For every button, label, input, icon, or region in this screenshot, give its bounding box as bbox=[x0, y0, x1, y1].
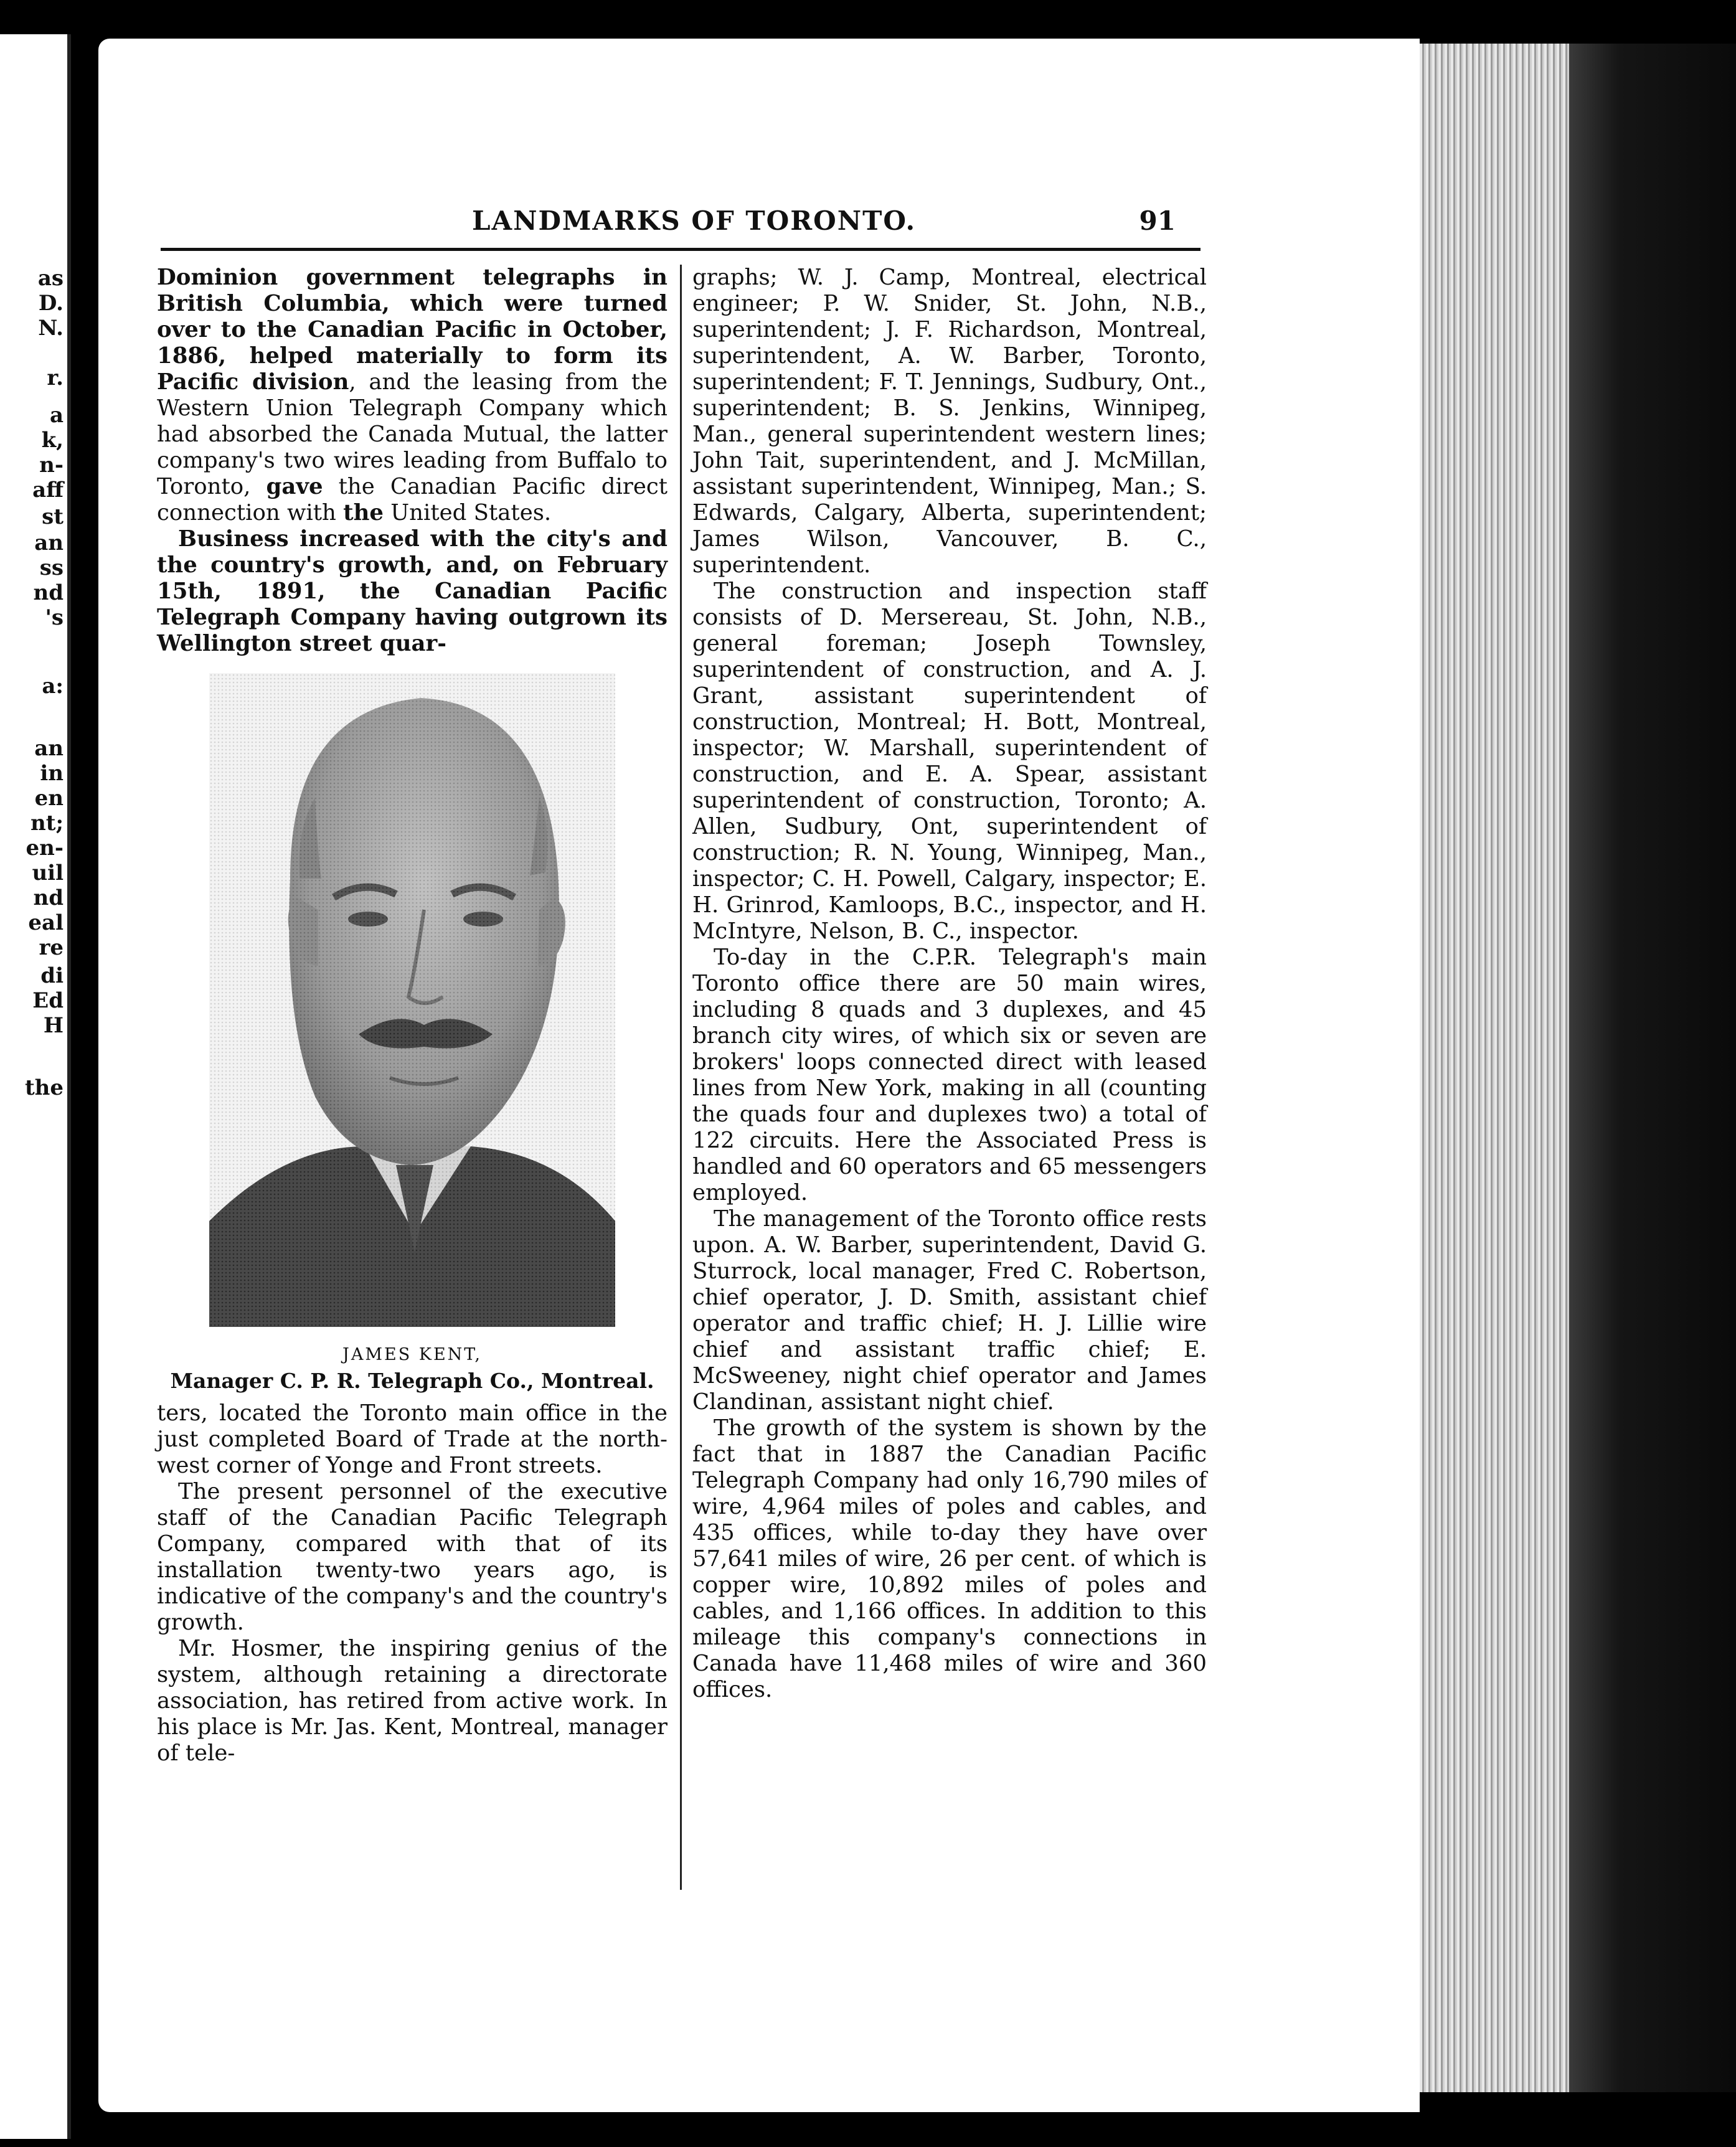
caption-role: Manager C. P. R. Telegraph Co., Montreal. bbox=[170, 1369, 654, 1393]
previous-page-text-fragment: re bbox=[39, 935, 64, 960]
previous-page-text-fragment: as bbox=[37, 266, 64, 291]
previous-page-text-fragment: nt; bbox=[31, 811, 64, 836]
previous-page-text-fragment: the bbox=[24, 1075, 64, 1100]
left-column bbox=[157, 265, 668, 1767]
previous-page-text-fragment: r. bbox=[47, 366, 64, 390]
paragraph: Mr. Hosmer, the inspiring genius of the system, although retaining a directorate association, has retired from active work. In his place is Mr. Jas. Kent, Montreal, manager of tele- bbox=[157, 1636, 668, 1766]
right-column bbox=[692, 265, 1207, 1703]
previous-page-text-fragment: an bbox=[34, 736, 64, 761]
paragraph: To-day in the C.P.R. Telegraph's main Toronto office there are 50 main wires, including 8 quads and 3 duplexes, and 45 branch city wires, of which six or seven are brokers' loops connected direct with leased lines from New York, making in all (counting the quads four and duplexes two) a total of 122 circuits. Here the Associated Press is handled and 60 operators and 65 messengers employed. bbox=[692, 945, 1207, 1206]
portrait-photo bbox=[209, 673, 615, 1327]
previous-page-text-fragment: di bbox=[40, 963, 64, 988]
previous-page-text-fragment: ss bbox=[39, 555, 64, 580]
paragraph: Dominion government telegraphs in British Columbia, which were turned over to the Canadian Pacific in October, 1886, helped materially to form its Pacific division, and the leasing from the Western Union Telegraph Company which had absorbed the Canada Mutual, the latter company's two wires leading from Buffalo to Toronto, gave the Canadian Pacific direct connection with the United States. bbox=[157, 265, 668, 526]
header-rule bbox=[161, 248, 1201, 251]
caption-name: JAMES KENT, bbox=[342, 1345, 482, 1364]
previous-page-text-fragment: eal bbox=[28, 910, 64, 935]
running-header bbox=[161, 205, 1201, 243]
paragraph: Business increased with the city's and the country's growth, and, on February 15th, 1891, the Canadian Pacific Telegraph Company having outgrown its Wellington street quar- bbox=[157, 526, 668, 656]
previous-page-text-fragment: n- bbox=[39, 453, 64, 478]
previous-page-edge bbox=[0, 34, 71, 2139]
previous-page-text-fragment: 's bbox=[45, 605, 64, 630]
previous-page-text-fragment: Ed bbox=[32, 988, 64, 1013]
paragraph: graphs; W. J. Camp, Montreal, electrical engineer; P. W. Snider, St. John, N.B., superintendent; J. F. Richardson, Montreal, superintendent, A. W. Barber, Toronto, superintendent; F. T. Jennings, Sudbury, Ont., superintendent; B. S. Jenkins, Winnipeg, Man., general superintendent western lines; John Tait, superintendent, and J. McMillan, assistant superintendent, Winnipeg, Man.; S. Edwards, Calgary, Alberta, superintendent; James Wilson, Vancouver, B. C., superintendent. bbox=[692, 265, 1207, 578]
previous-page-text-fragment: st bbox=[42, 504, 64, 529]
previous-page-text-fragment: a: bbox=[42, 674, 64, 699]
previous-page-text-fragment: an bbox=[34, 531, 64, 555]
previous-page-text-fragment: H bbox=[43, 1013, 64, 1038]
page-edges bbox=[1420, 44, 1569, 2092]
paragraph: ters, located the Toronto main office in the just completed Board of Trade at the north-west corner of Yonge and Front streets. bbox=[157, 1400, 668, 1478]
paragraph: The construction and inspection staff consists of D. Mersereau, St. John, N.B., general foreman; Joseph Townsley, superintendent of construction, and A. J. Grant, assistant superintendent of construction, Montreal; H. Bott, Montreal, inspector; W. Marshall, superintendent of construction, and E. A. Spear, assistant superintendent of construction, Toronto; A. Allen, Sudbury, Ont, superintendent of construction; R. N. Young, Winnipeg, Man., inspector; C. H. Powell, Calgary, inspector; E. H. Grinrod, Kamloops, B.C., inspector, and H. McIntyre, Nelson, B. C., inspector. bbox=[692, 578, 1207, 944]
portrait-figure bbox=[157, 673, 668, 1394]
page-number: 91 bbox=[1139, 205, 1176, 236]
previous-page-text-fragment: D. bbox=[38, 291, 64, 316]
previous-page-text-fragment: nd bbox=[33, 885, 64, 910]
previous-page-text-fragment: nd bbox=[33, 580, 64, 605]
previous-page-text-fragment: en- bbox=[26, 836, 64, 861]
paragraph: The management of the Toronto office rests upon. A. W. Barber, superintendent, David G. Sturrock, local manager, Fred C. Robertson, chief operator, J. D. Smith, assistant chief operator and traffic chief; H. J. Lillie wire chief and assistant traffic chief; E. McSweeney, night chief operator and James Clandinan, assistant night chief. bbox=[692, 1206, 1207, 1415]
paragraph: The growth of the system is shown by the fact that in 1887 the Canadian Pacific Telegraph Company had only 16,790 miles of wire, 4,964 miles of poles and cables, and 435 offices, while to-day they have over 57,641 miles of wire, 26 per cent. of which is copper wire, 10,892 miles of poles and cables, and 1,166 offices. In addition to this mileage this company's connections in Canada have 11,468 miles of wire and 360 offices. bbox=[692, 1415, 1207, 1702]
previous-page-text-fragment: k, bbox=[41, 428, 64, 453]
book-spine bbox=[1569, 44, 1736, 2092]
paragraph: The present personnel of the executive staff of the Canadian Pacific Telegraph Company, compared with that of its installation twenty-two years ago, is indicative of the company's and the country's growth. bbox=[157, 1479, 668, 1635]
previous-page-text-fragment: aff bbox=[32, 478, 64, 503]
previous-page-text-fragment: a bbox=[49, 403, 64, 428]
previous-page-text-fragment: in bbox=[40, 761, 64, 786]
previous-page-text-fragment: N. bbox=[38, 316, 64, 341]
column-divider bbox=[680, 265, 682, 1890]
previous-page-text-fragment: uil bbox=[32, 861, 64, 885]
running-title: LANDMARKS OF TORONTO. bbox=[472, 205, 917, 236]
previous-page-text-fragment: en bbox=[34, 786, 64, 811]
